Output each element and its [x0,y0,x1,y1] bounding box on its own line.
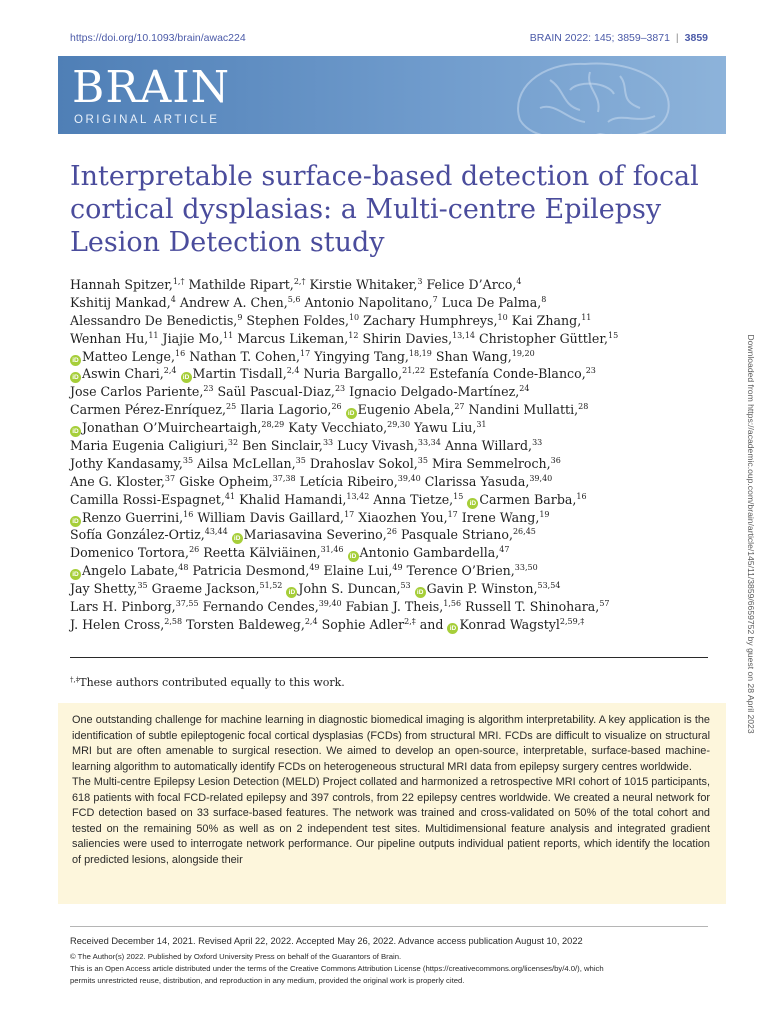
affiliation-marks: 23 [334,384,346,394]
author-name-text: Jiajie Mo, [162,330,223,346]
author-name[interactable] [286,581,410,596]
affiliation-marks: 11 [148,330,159,340]
orcid-icon[interactable]: iD [70,355,81,366]
orcid-icon[interactable]: iD [70,426,81,437]
author-name-text: Renzo Guerrini, [82,509,184,525]
affiliation-marks: 13,14 [452,330,475,340]
affiliation-marks: 16 [175,348,186,358]
author-name [346,599,461,614]
affiliation-marks: 12 [348,330,359,340]
author-name-text: William Davis Gaillard, [197,509,345,525]
author-name-text: Zachary Humphreys, [363,312,498,328]
affiliation-marks: 49 [309,563,320,573]
author-name [70,492,235,507]
author-name-text: Ailsa McLellan, [197,455,296,471]
affiliation-marks: 16 [183,509,194,519]
author-divider [70,657,708,658]
download-watermark-text: Downloaded from https://academic.oup.com/brain/article/145/11/3859/6659752 by guest on 28 April 2023 [746,334,756,734]
affiliation-marks: 17 [344,509,355,519]
author-name [300,474,421,489]
affiliation-marks: 18,19 [408,348,432,358]
author-name-text: Reetta Kälviäinen, [203,545,321,561]
affiliation-marks: 47 [499,545,510,555]
affiliation-marks: 35 [182,455,194,465]
author-name [288,420,410,435]
author-name-text: and [419,616,444,632]
journal-citation: BRAIN 2022: 145; 3859–3871 | 3859 [529,32,708,44]
article-type: ORIGINAL ARTICLE [74,114,220,126]
author-name [442,295,547,310]
author-name[interactable] [70,510,193,525]
copyright-line: © The Author(s) 2022. Published by Oxford University Press on behalf of the Guarantors of Brain. [70,952,402,961]
author-name [70,438,238,453]
author-name-text: Nandini Mullatti, [468,402,579,418]
author-name[interactable] [346,402,465,417]
author-line [70,401,718,419]
orcid-icon[interactable]: iD [415,587,426,598]
author-name-text: Kshitij Mankad, [70,294,171,310]
author-line [70,294,718,312]
affiliation-marks: 1,56 [443,599,462,609]
affiliation-marks: 48 [178,563,189,573]
running-header [70,32,708,50]
author-name [445,438,542,453]
author-name-text: Kirstie Whitaker, [309,277,418,292]
author-name [363,313,508,328]
author-name[interactable] [181,366,300,381]
author-name-text: Luca De Palma, [441,294,542,310]
author-name [407,563,538,578]
orcid-icon[interactable]: iD [348,551,359,562]
author-line [70,365,718,383]
affiliation-marks: 3 [417,277,423,286]
affiliation-marks: 24 [519,384,530,394]
affiliation-marks: 4 [170,294,176,304]
author-name[interactable] [348,545,510,560]
author-name[interactable] [70,563,188,578]
author-name [70,277,184,292]
author-name-text: Carmen Pérez-Enríquez, [70,402,227,418]
article-title: Interpretable surface-based detection of focal cortical dysplasias: a Multi-centre Epilepsy Lesion Detection study [70,161,699,258]
author-name-text: Mira Semmelroch, [431,455,551,471]
author-name [70,617,182,632]
orcid-icon[interactable]: iD [467,498,478,509]
affiliation-marks: 25 [226,402,237,412]
affiliation-marks: 4 [516,277,522,286]
affiliation-marks: 2,4 [286,366,300,376]
affiliation-marks: 17 [300,348,311,358]
author-name [197,510,354,525]
author-name [193,563,320,578]
orcid-icon[interactable]: iD [447,623,458,634]
author-name-text: Elaine Lui, [323,563,393,579]
author-name-text: J. Helen Cross, [70,616,165,632]
orcid-icon[interactable]: iD [70,516,81,527]
author-name [429,366,596,381]
affiliation-marks: 37,55 [175,599,199,609]
author-name-text: Carmen Barba, [479,491,577,507]
affiliation-marks: 23 [585,366,596,376]
author-name-text: Clarissa Yasuda, [424,473,530,489]
author-name [70,581,148,596]
author-name[interactable] [70,349,185,364]
author-name-text: Ane G. Kloster, [70,473,165,489]
author-name-text: Ignacio Delgado-Martínez, [349,384,520,400]
journal-name: BRAIN [72,62,231,113]
author-name[interactable] [70,420,284,435]
affiliation-marks: 2,‡ [404,616,416,626]
abstract-box [58,703,726,904]
author-name [70,295,176,310]
author-name-text: Kai Zhang, [511,312,582,328]
author-name [179,474,295,489]
author-line [70,598,718,616]
author-name-text: Jay Shetty, [70,581,138,597]
download-watermark [742,276,756,796]
author-name-text: Anna Tietze, [373,491,454,507]
author-name [426,277,521,292]
author-name [237,331,358,346]
affiliation-marks: 11 [222,330,234,340]
footer-divider [70,926,708,927]
author-line [70,473,718,491]
author-name-text: Jonathan O’Muircheartaigh, [82,420,262,436]
author-name-text: Matteo Lenge, [82,348,176,364]
author-name-text: Letícia Ribeiro, [299,473,398,489]
author-name [70,313,242,328]
author-name [349,384,529,399]
author-line [70,491,718,509]
author-name-text: John S. Duncan, [298,581,401,597]
affiliation-marks: 35 [295,455,306,465]
author-name-text: Lucy Vivash, [337,438,418,454]
affiliation-marks: 2,59,‡ [559,616,585,626]
author-name [186,617,317,632]
author-name-text: Patricia Desmond, [192,563,310,579]
author-name-text: Gavin P. Winston, [426,581,538,597]
author-line [70,312,718,330]
journal-banner [58,56,726,134]
affiliation-marks: 57 [599,599,610,609]
author-name [462,510,550,525]
affiliation-marks: 29,30 [387,420,411,430]
author-name [189,277,306,292]
affiliation-marks: 10 [348,312,360,322]
author-line [70,562,718,580]
affiliation-marks: 17 [447,509,458,519]
affiliation-marks: 39,40 [318,599,342,609]
affiliation-marks: 26 [386,527,397,537]
author-name-text: Alessandro De Benedictis, [70,312,238,328]
author-name [432,456,561,471]
affiliation-marks: 33,50 [514,563,538,573]
affiliation-marks: 9 [237,312,243,322]
author-name-text: Lars H. Pinborg, [70,599,176,615]
affiliation-marks: 1,† [172,277,185,286]
orcid-icon[interactable]: iD [70,372,81,383]
author-name-text: Irene Wang, [461,509,540,525]
affiliation-marks: 28 [578,402,589,412]
footnote-text: These authors contributed equally to this work. [79,676,345,689]
affiliation-marks: 53,54 [537,581,561,591]
affiliation-marks: 2,4 [163,366,177,376]
author-name-text: Drahoslav Sokol, [309,455,418,471]
affiliation-marks: 31,46 [320,545,344,555]
affiliation-marks: 16 [576,491,587,501]
author-name [70,456,193,471]
author-name[interactable] [447,617,584,632]
author-name [152,581,283,596]
affiliation-marks: 36 [550,455,561,465]
author-name [70,527,228,542]
affiliation-marks: 13,42 [346,491,370,501]
author-name[interactable] [232,527,397,542]
orcid-icon[interactable]: iD [286,587,297,598]
affiliation-marks: 26,45 [512,527,536,537]
author-name-text: Christopher Güttler, [479,330,608,346]
author-name [373,492,463,507]
affiliation-marks: 31 [476,420,487,430]
affiliation-marks: 23 [203,384,214,394]
author-name [479,331,618,346]
author-name-text: Nuria Bargallo, [303,366,403,382]
affiliation-marks: 35 [137,581,148,591]
author-line [70,348,718,366]
author-line [70,383,718,401]
orcid-icon[interactable]: iD [232,533,243,544]
affiliation-marks: 19 [539,509,550,519]
author-name [189,349,310,364]
author-name-text: Saül Pascual-Diaz, [217,384,335,400]
author-name [358,510,458,525]
affiliation-marks: 41 [224,491,236,501]
author-name [70,331,159,346]
author-name-text: Russell T. Shinohara, [465,599,600,615]
author-name [414,420,486,435]
author-name [324,563,403,578]
affiliation-marks: 35 [417,455,428,465]
author-name [218,384,346,399]
author-name [337,438,441,453]
author-name [70,402,236,417]
author-name [465,599,609,614]
author-name [197,456,306,471]
abstract-paragraph: One outstanding challenge for machine learning in diagnostic biomedical imaging is algorithm interpretability. A key application is the identification of subtle epileptogenic focal cortical dysplasias (FCDs) from structural MRI. FCDs are difficult to visualize on structural MRI but are often amenable to surgical resection. We aimed to develop an open-source, interpretable, surface-based machine-learning algorithm to automatically identify FCDs on heterogeneous structural MRI data from epilepsy surgery centres worldwide. [72,714,710,773]
author-name [70,384,214,399]
author-name [401,527,536,542]
author-line [70,276,718,294]
author-name [242,438,333,453]
author-name-text: Yawu Liu, [414,420,477,436]
author-name-text: Sophie Adler [321,616,405,632]
author-name [180,295,301,310]
author-name [512,313,592,328]
author-name-text: Terence O’Brien, [406,563,515,579]
affiliation-marks: 39,40 [529,473,553,483]
author-name-text: Eugenio Abela, [357,402,455,418]
author-name [203,599,342,614]
affiliation-marks: 53 [400,581,411,591]
doi-link[interactable]: https://doi.org/10.1093/brain/awac224 [70,32,246,44]
author-name-text: Domenico Tortora, [70,545,190,561]
author-name-text: Khalid Hamandi, [239,491,347,507]
author-name-text: Antonio Napolitano, [304,294,433,310]
orcid-icon[interactable]: iD [346,408,357,419]
author-line [70,509,718,527]
affiliation-marks: 49 [392,563,403,573]
author-name-text: Giske Opheim, [179,473,273,489]
author-name-text: Jothy Kandasamy, [70,455,183,471]
author-name-text: Hannah Spitzer, [70,277,173,292]
author-name-text: Stephen Foldes, [246,312,349,328]
affiliation-marks: 15 [607,330,619,340]
author-name-text: Maria Eugenia Caligiuri, [70,438,228,454]
affiliation-marks: 10 [497,312,508,322]
author-name-text: Graeme Jackson, [151,581,260,597]
author-name-text: Xiaozhen You, [358,509,448,525]
author-name [469,402,589,417]
author-line [70,616,718,634]
affiliation-marks: 19,20 [511,348,535,358]
author-line [70,580,718,598]
author-name [362,331,475,346]
orcid-icon[interactable]: iD [70,569,81,580]
author-name-text: Sofía González-Ortiz, [70,527,205,543]
author-name [305,295,438,310]
author-name-text: Shan Wang, [435,348,512,364]
author-line [70,455,718,473]
license-line-2: permits unrestricted reuse, distribution, and reproduction in any medium, provided the original work is properly cited. [70,976,465,985]
author-name [246,313,359,328]
affiliation-marks: 39,40 [397,473,421,483]
author-name [163,331,234,346]
author-name [425,474,553,489]
author-name[interactable] [70,366,177,381]
author-name-text: Katy Vecchiato, [288,420,388,436]
author-name-text: Fernando Cendes, [202,599,319,615]
affiliation-marks: 26 [331,402,342,412]
affiliation-marks: 2,4 [304,616,318,626]
affiliation-marks: 33 [532,438,543,448]
author-line [70,544,718,562]
author-name-text: Jose Carlos Pariente, [70,384,204,400]
author-name-text: Estefanía Conde-Blanco, [429,366,586,382]
affiliation-marks: 51,52 [259,581,283,591]
author-name-text: Yingying Tang, [314,348,409,364]
author-name-text: Andrew A. Chen, [179,294,288,310]
author-name [322,617,416,632]
author-name-text: Aswin Chari, [82,366,164,382]
author-name [436,349,535,364]
author-name-text: Martin Tisdall, [192,366,287,382]
author-name [203,545,343,560]
author-name-text: Fabian J. Theis, [345,599,444,615]
affiliation-marks: 26 [189,545,200,555]
author-name [240,402,341,417]
author-name-text: Marcus Likeman, [237,330,349,346]
author-name-text: Nathan T. Cohen, [189,348,300,364]
author-name-text: Antonio Gambardella, [359,545,500,561]
author-name-text: Camilla Rossi-Espagnet, [70,491,225,507]
received-dates: Received December 14, 2021. Revised April 22, 2022. Accepted May 26, 2022. Advance access publication August 10, 2022 [70,936,583,946]
author-line [70,419,718,437]
footnote-marks: †,‡ [70,676,80,684]
author-name-text: Anna Willard, [444,438,533,454]
author-line [70,526,718,544]
affiliation-marks: 5,6 [287,294,301,304]
author-conjunction [420,617,444,632]
affiliation-marks: 21,22 [402,366,426,376]
affiliation-marks: 32 [227,438,239,448]
author-name [314,349,432,364]
affiliation-marks: 37 [164,473,176,483]
author-name-text: Wenhan Hu, [70,330,149,346]
affiliation-marks: 15 [453,491,464,501]
author-name[interactable] [415,581,561,596]
brain-illustration-icon [490,56,690,134]
affiliation-marks: 2,† [293,277,306,286]
affiliation-marks: 43,44 [204,527,228,537]
license-line-1: This is an Open Access article distributed under the terms of the Creative Commons Attribution License (https://creativecommons.org/licenses/by/4.0/), which [70,964,604,973]
author-name-text: Shirin Davies, [362,330,453,346]
affiliation-marks: 11 [581,312,592,322]
affiliation-marks: 27 [454,402,465,412]
author-name [310,456,428,471]
equal-contribution-note [70,676,345,689]
author-line [70,437,718,455]
author-name-text: Konrad Wagstyl [459,616,560,632]
author-name-text: Ben Sinclair, [242,438,323,454]
author-list [70,276,718,634]
affiliation-marks: 8 [541,294,547,304]
author-name-text: Mathilde Ripart, [188,277,294,292]
abstract-paragraph: The Multi-centre Epilepsy Lesion Detection (MELD) Project collated and harmonized a retrospective MRI cohort of 1015 participants, 618 patients with focal FCD-related epilepsy and 397 controls, from 22 epilepsy centres worldwide. We created a neural network for FCD detection based on 33 surface-based features. The network was trained and cross-validated on 50% of the total cohort and tested on the remaining 50% as well as on 2 independent test sites. Multidimensional feature analysis and integrated gradient saliencies were used to interrogate network performance. Our pipeline outputs individual patient reports, which identify the location of predicted lesions, alongside their [72,776,711,866]
author-line [70,330,718,348]
author-name-text: Mariasavina Severino, [243,527,387,543]
author-name-text: Pasquale Striano, [400,527,513,543]
affiliation-marks: 33,34 [417,438,441,448]
author-name-text: Torsten Baldeweg, [186,616,305,632]
citation-text: BRAIN 2022: 145; 3859–3871 [529,32,670,44]
author-name [70,545,199,560]
affiliation-marks: 28,29 [261,420,285,430]
orcid-icon[interactable]: iD [181,372,192,383]
author-name[interactable] [467,492,586,507]
author-name-text: Angelo Labate, [82,563,179,579]
affiliation-marks: 33 [322,438,334,448]
author-name-text: Ilaria Lagorio, [240,402,332,418]
affiliation-marks: 2,58 [164,616,183,626]
author-name [70,599,199,614]
author-name [303,366,425,381]
author-name [239,492,369,507]
page-number: 3859 [684,32,708,44]
affiliation-marks: 37,38 [272,473,296,483]
author-name [70,474,175,489]
affiliation-marks: 7 [432,294,438,304]
author-name-text: Felice D’Arco, [426,277,517,292]
author-name [309,277,422,292]
